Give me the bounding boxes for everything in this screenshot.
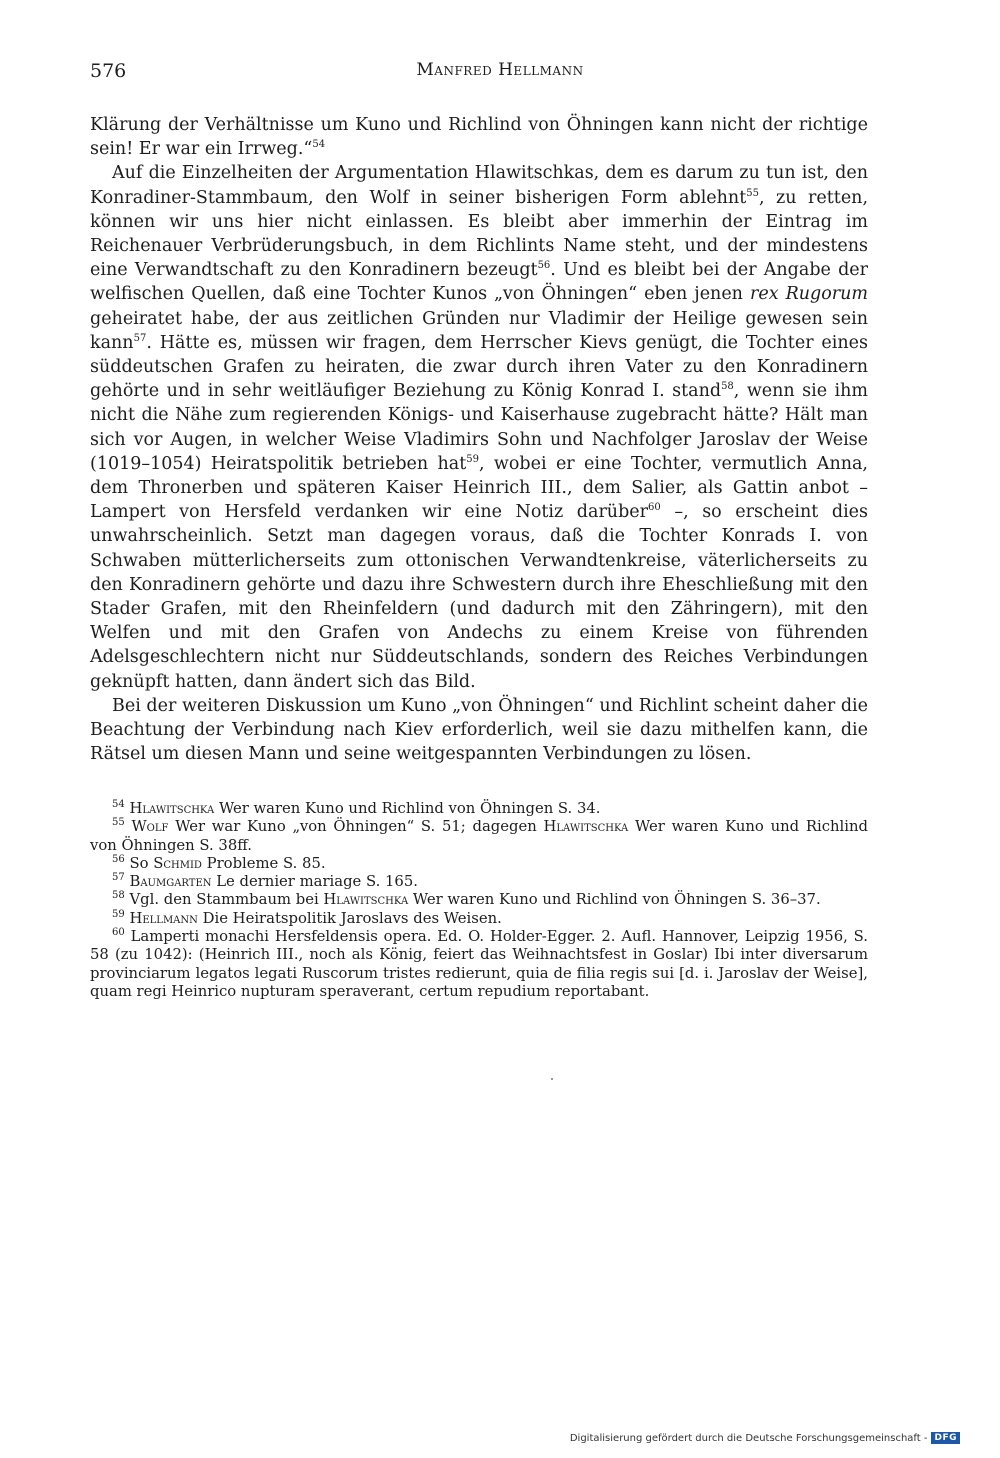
footnote-text: Le dernier mariage S. 165. (211, 873, 418, 891)
paragraph-2-text-6: , wenn sie ihm nicht die Nähe zum regierenden Königs- und Kaiserhause zugebracht hätte? Hält man sich vor Augen, in welcher Weise Vladimirs Sohn und Nachfolger Jaroslav der Weise (1019–1054) Heiratspolitik betrieben hat (90, 381, 869, 474)
footnote-56 (90, 855, 868, 873)
footnote-60 (90, 928, 868, 1001)
footnote-55 (90, 818, 868, 855)
footnote-prefix: So (129, 854, 154, 872)
footnote-57 (90, 873, 868, 891)
footnote-ref-57: 57 (133, 333, 147, 344)
rex-rugorum: rex Rugorum (749, 284, 868, 305)
footer-text: Digitalisierung gefördert durch die Deutsche Forschungsgemeinschaft - (569, 1432, 928, 1444)
footnote-author: Hlawitschka (129, 800, 215, 817)
footnote-author: Hlawitschka (323, 891, 409, 909)
footnote-number: 54 (112, 799, 125, 811)
paragraph-2-text-8: –, so erscheint dies unwahrscheinlich. Setzt man dagegen voraus, daß die Tochter Konrads I. von Schwaben mütterlicherseits zum ottonischen Verwandtenkreise, väterlicherseits zu den Konradinern gehörte und dazu ihre Schwestern durch ihre Eheschließung mit den Stader Grafen, mit den Rheinfeldern (und dadurch mit den Zähringern), mit den Welfen und mit den Grafen von Andechs zu einem Kreise von führenden Adelsgeschlechtern nicht nur Süddeutschlands, sondern des Reiches Verbindungen geknüpft hatten, dann ändert sich das Bild. (90, 502, 869, 692)
footnote-ref-56: 56 (537, 260, 551, 272)
main-text (90, 113, 868, 766)
paragraph-2-text-3: . Und es bleibt bei der Angabe der welfischen Quellen, daß eine Tochter Kunos „von Öhningen“ eben jenen (90, 260, 869, 305)
footnote-number: 60 (112, 927, 125, 939)
footnote-number: 55 (112, 817, 125, 829)
footnote-59 (90, 910, 868, 928)
paragraph-2-text-5: . Hätte es, müssen wir fragen, dem Herrscher Kievs genügt, die Tochter eines süddeutschen Grafen zu heiraten, die zwar durch ihren Vater zu den Konradinern gehörte und in sehr weitläufiger Beziehung zu König Konrad I. stand (90, 332, 868, 402)
footnote-author: Baumgarten (129, 873, 212, 891)
running-head: Manfred Hellmann (416, 60, 584, 80)
page-number: 576 (90, 60, 127, 82)
footnote-number: 59 (112, 908, 125, 920)
paragraph-2-text-1: Auf die Einzelheiten der Argumentation Hlawitschkas, dem es darum zu tun ist, den Konradiner-Stammbaum, den Wolf in seiner bisherigen Form ablehnt (90, 163, 868, 208)
footnote-ref-55: 55 (746, 187, 759, 199)
footnote-text: Die Heiratspolitik Jaroslavs des Weisen. (197, 909, 502, 927)
footnote-58 (90, 891, 868, 909)
footnote-number: 58 (112, 890, 125, 902)
footnote-ref-59: 59 (466, 454, 479, 466)
footnote-text: Wer waren Kuno und Richlind von Öhningen S. 38ff. (90, 818, 868, 854)
footnote-author: Schmid (153, 854, 202, 872)
footnote-text: Wer waren Kuno und Richlind von Öhningen S. 34. (214, 800, 601, 817)
footnote-text: Wer war Kuno „von Öhningen“ S. 51; dagegen (168, 818, 544, 836)
paragraph-1-text: Klärung der Verhältnisse um Kuno und Richlind von Öhningen kann nicht der richtige sein! Er war ein Irrweg.“ (90, 115, 868, 160)
footnote-author: Wolf (131, 818, 169, 836)
paragraph-2 (90, 161, 868, 693)
footnote-ref-60: 60 (648, 502, 661, 514)
paragraph-3: Bei der weiteren Diskussion um Kuno „von Öhningen“ und Richlint scheint daher die Beachtung der Verbindung nach Kiev erforderlich, weil sie dazu mithelfen kann, die Rätsel um diesen Mann und seine weitgespannten Verbindungen zu lösen. (90, 695, 868, 765)
footnote-text: Wer waren Kuno und Richlind von Öhningen S. 36–37. (408, 891, 821, 909)
scan-speck (551, 1078, 553, 1080)
footnote-author: Hlawitschka (543, 818, 629, 836)
paragraph-1 (90, 113, 868, 161)
paragraph-2-text-7: , wobei er eine Tochter, vermutlich Anna, dem Thronerben und späteren Kaiser Heinrich III., dem Salier, als Gattin anbot – Lampert von Hersfeld verdanken wir eine Notiz darüber (90, 453, 868, 523)
dfg-logo-icon: DFG (931, 1432, 960, 1444)
footnote-number: 56 (112, 853, 125, 865)
digitization-footer (570, 1432, 960, 1444)
paragraph-2-text-2: , zu retten, können wir uns hier nicht einlassen. Es bleibt aber immerhin der Eintrag im Reichenauer Verbrüderungsbuch, in dem Richlints Name steht, und der mindestens eine Verwandtschaft zu den Konradinern bezeugt (90, 187, 869, 281)
footnote-text: Probleme S. 85. (201, 854, 326, 872)
footnote-author: Hellmann (129, 909, 198, 927)
footnote-ref-58: 58 (721, 381, 734, 393)
footnote-number: 57 (112, 872, 125, 884)
footnote-ref-54: 54 (312, 139, 326, 151)
footnote-prefix: Vgl. den Stammbaum bei (129, 891, 324, 909)
paragraph-2-text-4: geheiratet habe, der aus zeitlichen Gründen nur Vladimir der Heilige gewesen sein kann (90, 308, 868, 353)
footnote-54 (90, 800, 868, 818)
footnote-text: Lamperti monachi Hersfeldensis opera. Ed. O. Holder-Egger. 2. Aufl. Hannover, Leipzig 1956, S. 58 (zu 1042): (Heinrich III., noch als König, feiert das Weihnachtsfest in Goslar) Ibi inter diversarum provinciarum legatos legati Ruscorum tristes redierunt, quia de filia regis sui [d. i. Jaroslav der Weise], quam regi Heinrico nupturam speraverant, certum repudium reportabant. (90, 928, 868, 1000)
footnotes (90, 800, 868, 1001)
